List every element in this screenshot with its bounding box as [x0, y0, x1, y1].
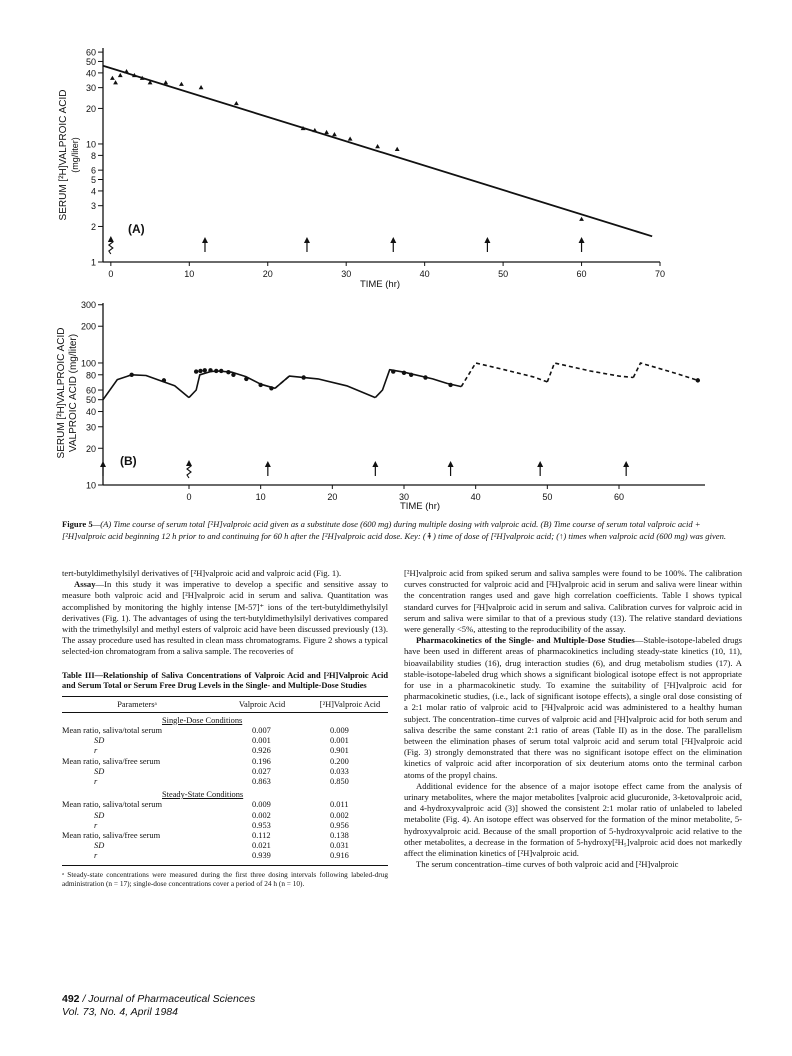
right-paragraph-3: Additional evidence for the absence of a major isotope effect came from the analysis of urinary metabolites, where the major metabolites [valproic acid glucuronide, 3-ketovalproic acid, and 4-hydroxyvalproic acid (3)] showed the consistent 2:1 molar ratio of unlabeled to labeled metabolite (Fig. 4). An isotope effect was observed for the formation of the minor metabolite, 5-hydroxyvalproic acid. Because of the small proportion of 5-hydroxyvalproic acid relative to the other metabolites, a decrease in the formation of 5-hydroxy[²H₅]valproic acid does not markedly affect the elimination kinetics of [²H]valproic acid. — [404, 780, 742, 859]
labeled-dose-arrow-head — [186, 460, 192, 466]
solid-curve-segment — [375, 370, 461, 398]
fit-line — [103, 66, 652, 237]
dose-arrow-head — [484, 237, 490, 243]
table-row-label: r — [94, 777, 98, 787]
assay-paragraph — [62, 579, 388, 657]
y-tick-label: 40 — [85, 407, 96, 418]
y-tick-label: 100 — [80, 358, 96, 369]
table-row — [62, 726, 388, 736]
table-cell: 0.002 — [330, 810, 349, 820]
x-tick-label: 60 — [613, 492, 625, 502]
table-cell: 0.956 — [330, 820, 349, 830]
y-tick-label: 200 — [80, 321, 96, 332]
y-tick-label: 10 — [85, 480, 96, 491]
pk-heading: Pharmacokinetics of the Single- and Multiple-Dose Studies — [416, 635, 635, 646]
data-point — [269, 386, 273, 390]
x-tick-label: 30 — [341, 269, 352, 279]
table-row — [62, 821, 388, 831]
panel-a-ylabel-line2: (mg/liter) — [70, 137, 80, 173]
dose-arrow-head — [448, 461, 454, 467]
data-point — [194, 369, 198, 373]
journal-footer — [62, 993, 255, 1019]
y-tick-label: 6 — [90, 165, 96, 176]
table-row — [62, 800, 388, 810]
table-body — [62, 696, 388, 862]
table-row — [62, 831, 388, 841]
dose-arrow — [372, 461, 378, 476]
dashed-curve-segment — [275, 376, 289, 388]
data-point — [332, 132, 337, 136]
data-point — [395, 147, 400, 151]
table-header-row — [62, 696, 388, 712]
table-section-heading — [62, 712, 388, 726]
data-point — [129, 373, 133, 377]
table-footnote: ᵃ Steady-state concentrations were measured during the first three dosing intervals following labeled-drug administration (n = 17); single-dose concentrations cover a period of 24 h (n = 10). — [62, 865, 388, 888]
table-cell: 0.863 — [252, 777, 271, 787]
x-tick-label: 10 — [184, 269, 195, 279]
data-point — [199, 85, 204, 89]
panel-a-y-ticks — [86, 48, 103, 268]
data-point — [579, 217, 584, 221]
table-cell: 0.031 — [330, 841, 349, 851]
table-cell: 0.850 — [330, 777, 349, 787]
panel-a — [58, 48, 665, 290]
dashed-curve-segment — [461, 363, 547, 387]
assay-text: —In this study it was imperative to develop a specific and sensitive assay to measure both valproic acid and [²H]valproic acid in serum and saliva. Quantitation was accomplished by monitoring the highly intense [M-57]⁺ ions of the tert-butyldimethylsilyl derivatives (Fig. 1). The advantages of using the tert-butyldimethylsilyl derivatives compared with the trimethylsilyl and methyl esters of valproic acid have been discussed previously (13). The assay procedure used has resulted in clean mass chromatograms. Figure 2 shows a typical selected-ion chromatogram from a saliva sample. The recoveries of — [62, 579, 388, 657]
table-row-label: Mean ratio, saliva/total serum — [62, 800, 163, 810]
table-row — [62, 811, 388, 821]
dashed-curve-segment — [633, 363, 698, 380]
labeled-dose-arrow-head — [108, 236, 114, 242]
table-cell: 0.926 — [252, 746, 271, 756]
y-tick-label: 8 — [90, 150, 96, 161]
page-number: 492 — [62, 993, 80, 1005]
table-section-heading — [62, 787, 388, 800]
solid-curve-segment — [103, 375, 189, 400]
dose-arrow-head — [304, 237, 310, 243]
data-point — [375, 144, 380, 148]
y-tick-label: 30 — [85, 83, 96, 94]
dose-arrow-head — [623, 461, 629, 467]
table-row — [62, 736, 388, 746]
table-cell: 0.027 — [252, 766, 271, 776]
right-paragraph-4: The serum concentration–time curves of both valproic acid and [²H]valproic — [416, 859, 679, 870]
panel-a-dose-arrows — [108, 236, 585, 254]
header-parameters: Parametersᵃ — [117, 699, 157, 709]
data-point — [312, 128, 317, 132]
table-cell: 0.200 — [330, 756, 349, 766]
x-tick-label: 20 — [262, 269, 273, 279]
panel-b-data-points — [129, 368, 700, 390]
y-tick-label: 50 — [85, 56, 96, 67]
table-row — [62, 841, 388, 851]
x-tick-label: 20 — [327, 492, 338, 502]
table-cell: 0.196 — [252, 756, 271, 766]
y-tick-label: 60 — [85, 385, 96, 396]
table-row — [62, 746, 388, 756]
data-point — [258, 383, 262, 387]
y-tick-label: 20 — [85, 103, 96, 114]
table-cell: 0.001 — [252, 736, 271, 746]
panel-b — [56, 300, 705, 512]
dose-arrow-head — [537, 461, 543, 467]
panel-a-data-points — [110, 69, 584, 221]
data-point — [348, 136, 353, 140]
table-row-label: r — [94, 746, 98, 756]
table-row — [62, 851, 388, 861]
data-point — [234, 101, 239, 105]
y-tick-label: 40 — [85, 68, 96, 79]
data-point — [162, 378, 166, 382]
table-row-label: SD — [94, 810, 105, 820]
table-cell: 0.009 — [252, 800, 271, 810]
table-row-label: r — [94, 820, 98, 830]
y-tick-label: 5 — [90, 174, 96, 185]
table-row — [62, 767, 388, 777]
y-tick-label: 50 — [85, 395, 96, 406]
assay-heading: Assay — [74, 579, 96, 590]
panel-b-y-ticks — [81, 300, 103, 490]
dose-arrow — [202, 237, 208, 252]
data-point — [208, 368, 212, 372]
table-row-label: Mean ratio, saliva/free serum — [62, 831, 161, 841]
table-row — [62, 757, 388, 767]
table-row — [62, 777, 388, 787]
panel-a-ylabel-line1: SERUM [²H]VALPROIC ACID — [58, 89, 69, 221]
table-cell: 0.009 — [330, 726, 349, 736]
data-point — [219, 369, 223, 373]
x-tick-label: 30 — [398, 492, 410, 502]
y-tick-label: 20 — [85, 443, 96, 454]
x-tick-label: 0 — [186, 492, 192, 502]
x-tick-label: 50 — [542, 492, 553, 502]
data-point — [226, 370, 230, 374]
labeled-dose-arrow — [108, 236, 114, 254]
dose-arrow-head — [265, 461, 271, 467]
data-point — [110, 76, 115, 80]
x-tick-label: 40 — [419, 269, 430, 279]
data-point — [409, 373, 413, 377]
x-tick-label: 40 — [470, 492, 481, 502]
data-point — [163, 80, 168, 84]
table-row-label: r — [94, 851, 98, 861]
table-cell: 0.138 — [330, 831, 349, 841]
y-tick-label: 1 — [90, 257, 96, 268]
table-cell: 0.033 — [330, 766, 349, 776]
data-point — [423, 375, 427, 379]
panel-b-dose-arrows — [100, 460, 629, 478]
table-cell: 0.901 — [330, 746, 349, 756]
dose-arrow — [623, 461, 629, 476]
table-cell: 0.939 — [252, 851, 271, 861]
dose-arrow — [448, 461, 454, 476]
pk-paragraph — [404, 635, 742, 781]
figure-caption — [62, 519, 742, 542]
labeled-dose-arrow — [186, 460, 192, 478]
data-point — [231, 373, 235, 377]
header-2h-valproic-acid: [²H]Valproic Acid — [319, 699, 381, 709]
panel-b-xlabel: TIME (hr) — [399, 501, 441, 512]
dose-arrow-head — [202, 237, 208, 243]
right-paragraph-1: [²H]valproic acid from spiked serum and saliva samples were found to be 100%. The calibration curves constructed for valproic acid and [²H]valproic acid in serum and saliva were linear within the concentration ranges used and gave high correlation coefficients. Table I shows typical standard curves for [²H]valproic acid in serum and saliva. Calibration curves for valproic acid in serum and saliva were similar to that of a previous study (13). The relative standard deviations were generally <5%, attesting to the reproducibility of the assay. — [404, 568, 742, 635]
x-tick-label: 10 — [255, 492, 266, 502]
dose-arrow — [537, 461, 543, 476]
journal-name: / Journal of Pharmaceutical Sciences — [79, 993, 256, 1005]
data-point — [402, 371, 406, 375]
panel-b-label: (B) — [120, 454, 137, 468]
y-tick-label: 4 — [90, 186, 96, 197]
data-point — [203, 368, 207, 372]
table-section-title: Steady-State Conditions — [162, 790, 244, 800]
caption-label: Figure 5 — [62, 519, 93, 529]
dashed-curve-segment — [547, 363, 633, 382]
panel-a-label: (A) — [128, 222, 145, 236]
x-tick-label: 60 — [576, 269, 587, 279]
table-section-title: Single-Dose Conditions — [162, 715, 243, 725]
table-row-label: SD — [94, 736, 105, 746]
dose-arrow — [100, 461, 106, 476]
dose-arrow — [484, 237, 490, 252]
dose-arrow — [390, 237, 396, 252]
data-point — [198, 369, 202, 373]
pk-text: —Stable-isotope-labeled drugs have been used in different areas of pharmacokinetics including steady-state kinetics (10, 11), bioavailability studies (16), drug interaction studies (6), and drug metabolism studies (17). A stable-isotope-labeled drug which shows a significant biological isotope effect is not appropriate for use in a pharmacokinetic study. To examine the suitability of [²H]valproic acid for pharmacokinetic studies, (i.e., lack of significant isotope effects), a single oral dose consisting of a 2:1 molar ratio of valproic acid to [²H]valproic acid was administered to a healthy human subject. The concentration–time curves of valproic acid and [²H]valproic acid for both serum and saliva describe the same constant 2:1 ratio of areas (Table II) as in the dose. The parallelism between the elimination phases of serum total valproic acid and serum total [²H]valproic acid (Fig. 3) strongly demonstrated that there was no significant isotope effect on the elimination kinetics of valproic acid after incorporation of six deuterium atoms onto the terminal carbon atoms of the propyl chains. — [404, 635, 742, 780]
figure-5 — [0, 0, 792, 512]
table-row-label: SD — [94, 841, 105, 851]
table-cell: 0.001 — [330, 736, 349, 746]
panel-a-x-ticks — [108, 262, 665, 279]
x-tick-label: 50 — [498, 269, 509, 279]
table-row-label: SD — [94, 766, 105, 776]
dose-arrow — [265, 461, 271, 476]
data-point — [391, 369, 395, 373]
panel-b-ylabel-line1: SERUM [²H]VALPROIC ACID — [56, 327, 67, 459]
y-tick-label: 2 — [90, 221, 96, 232]
dose-arrow — [579, 237, 585, 252]
dose-arrow-head — [579, 237, 585, 243]
solid-curve-segment — [275, 376, 375, 398]
panel-b-ylabel-line2: VALPROIC ACID (mg/liter) — [68, 333, 79, 453]
journal-volume: Vol. 73, No. 4, April 1984 — [62, 1006, 178, 1018]
table-iii — [62, 671, 388, 888]
data-point — [124, 69, 129, 73]
data-point — [214, 369, 218, 373]
right-column — [404, 568, 742, 870]
table-title: Table III—Relationship of Saliva Concentrations of Valproic Acid and [²H]Valproic Acid and Serum Total or Serum Free Drug Levels in the Single- and Multiple-Dose Studies — [62, 670, 388, 691]
caption-text: —(A) Time course of serum total [²H]valproic acid given as a substitute dose (600 mg) during multiple dosing with valproic acid. (B) Time course of serum total valproic acid + [²H]valproic acid beginning 12 h prior to and continuing for 60 h after the [²H]valproic acid dose. Key: (⇞) time of dose of [²H]valproic acid; (↑) times when valproic acid (600 mg) was given. — [62, 519, 727, 541]
x-tick-label: 70 — [654, 269, 666, 279]
y-tick-label: 30 — [85, 422, 96, 433]
panel-b-curves — [103, 363, 698, 400]
data-point — [448, 383, 452, 387]
panel-b-x-ticks — [186, 485, 624, 502]
table-cell: 0.021 — [252, 841, 271, 851]
table-cell: 0.112 — [252, 831, 271, 841]
dose-arrow-head — [372, 461, 378, 467]
table-cell: 0.916 — [330, 851, 349, 861]
left-paragraph-1: tert-butyldimethylsilyl derivatives of [²H]valproic acid and valproic acid (Fig. 1). — [62, 568, 342, 578]
table-cell: 0.953 — [252, 820, 271, 830]
dose-arrow-head — [100, 461, 106, 467]
panel-a-fit-line — [103, 66, 652, 237]
y-tick-label: 300 — [80, 300, 96, 311]
data-point — [118, 73, 123, 77]
panel-a-xlabel: TIME (hr) — [359, 279, 401, 290]
data-point — [244, 377, 248, 381]
x-tick-label: 0 — [108, 269, 114, 279]
table-cell: 0.002 — [252, 810, 271, 820]
y-tick-label: 10 — [85, 139, 96, 150]
y-tick-label: 60 — [85, 47, 96, 58]
left-column — [62, 568, 388, 888]
table-cell: 0.007 — [252, 726, 271, 736]
header-valproic-acid: Valproic Acid — [238, 699, 286, 709]
data-point — [696, 378, 700, 382]
table-row-label: Mean ratio, saliva/free serum — [62, 756, 161, 766]
dose-arrow — [304, 237, 310, 252]
table-cell: 0.011 — [330, 800, 349, 810]
table-row-label: Mean ratio, saliva/total serum — [62, 726, 163, 736]
data-point — [113, 80, 118, 84]
y-tick-label: 80 — [85, 370, 96, 381]
data-point — [324, 130, 329, 134]
dose-arrow-head — [390, 237, 396, 243]
data-point — [179, 82, 184, 86]
y-tick-label: 3 — [90, 201, 96, 212]
data-point — [301, 375, 305, 379]
